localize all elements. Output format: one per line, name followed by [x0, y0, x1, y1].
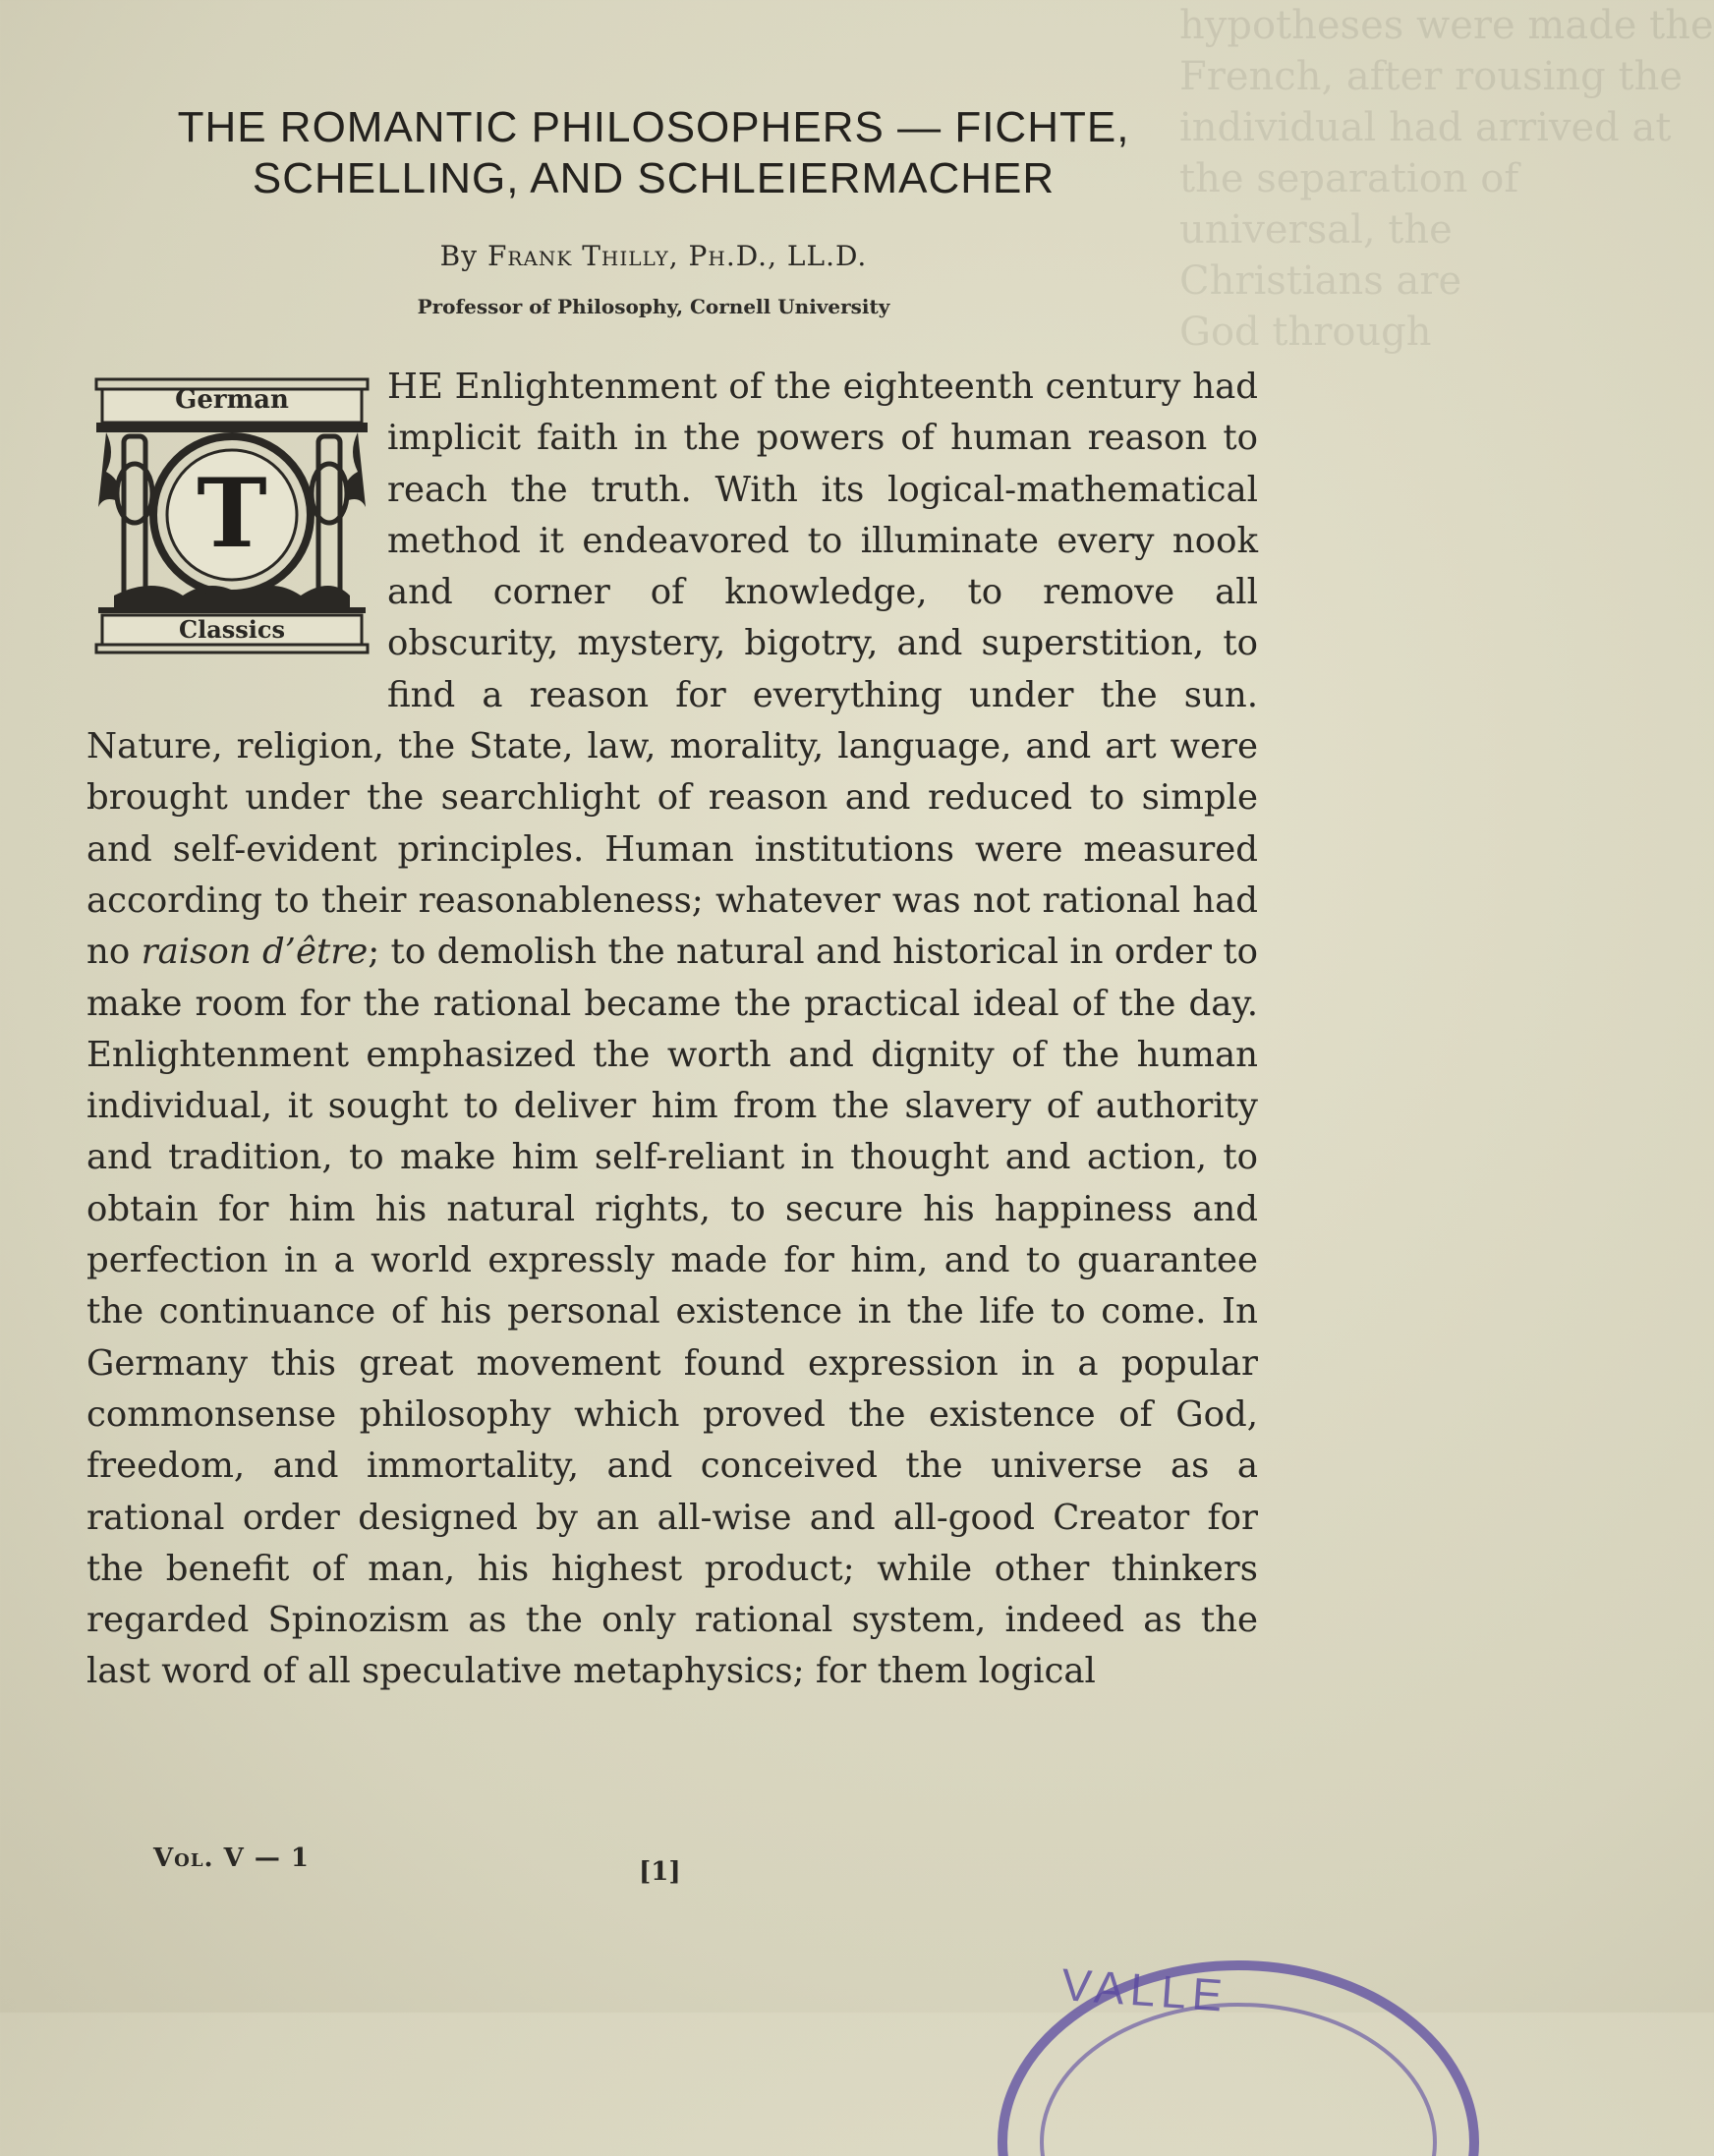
byline-by: By	[439, 240, 479, 272]
body-text-part2: ; to demolish the natural and historical in order to make room for the rational became the practical ideal of the day. Enlightenment emphasized the worth and dignity of the human individual, it sought to deliver him from the slavery of authority and tradition, to make him self-reliant in thought and action, to obtain for him his natural rights, to secure his happiness and perfection in a world expressly made for him, and to guarantee the continuance of his personal existence in the life to come. In Germany this great movement found expression in a popular commonsense philosophy which proved the existence of God, freedom, and immortality, and conceived the universe as a rational order designed by an all-wise and all-good Creator for the benefit of man, his highest product; while other thinkers regarded Spinozism as the only rational system, indeed as the last word of all speculative metaphysics; for them logical	[86, 932, 1258, 1692]
author-name: Frank Thilly, Ph.D., LL.D.	[486, 240, 868, 272]
bleed-line: hypotheses were made the	[1179, 3, 1714, 48]
bleed-line: individual had arrived at	[1179, 105, 1672, 150]
volume-marker: Vol. V — 1	[153, 1844, 310, 1873]
bleed-line: the separation of	[1179, 156, 1519, 201]
chapter-title-line1: THE ROMANTIC PHILOSOPHERS — FICHTE,	[177, 103, 1130, 151]
initial-letter: T	[197, 458, 267, 569]
article-body	[86, 362, 1258, 1698]
byline	[108, 240, 1199, 272]
initial-top-label: German	[175, 385, 289, 415]
initial-bottom-label: Classics	[178, 615, 286, 644]
bleed-line: universal, the	[1179, 207, 1453, 253]
bleed-line: God through	[1179, 310, 1432, 355]
page-number: [1]	[639, 1857, 681, 1887]
initial-space	[86, 362, 381, 715]
body-text-italic: raison d’être	[141, 932, 369, 973]
body-text-part1: HE Enlightenment of the eighteenth century had implicit faith in the powers of human reason to reach the truth. With its logical-mathematical method it endeavored to illuminate every nook and corner of knowledge, to remove all obscurity, mystery, bigotry, and superstition, to find a reason for everything under the sun. Nature, religion, the State, law, morality, language, and art were brought under the searchlight of reason and reduced to simple and self-evident principles. Human institutions were measured according to their reasonableness; whatever was not rational had no	[86, 367, 1258, 973]
author-affiliation: Professor of Philosophy, Cornell University	[417, 295, 890, 318]
chapter-title	[108, 102, 1199, 204]
stamp-text: VALLE	[1059, 1958, 1230, 2021]
bleed-line: Christians are	[1179, 258, 1462, 304]
chapter-title-line2: SCHELLING, AND SCHLEIERMACHER	[252, 154, 1056, 202]
bleed-line: French, after rousing the	[1179, 54, 1684, 99]
